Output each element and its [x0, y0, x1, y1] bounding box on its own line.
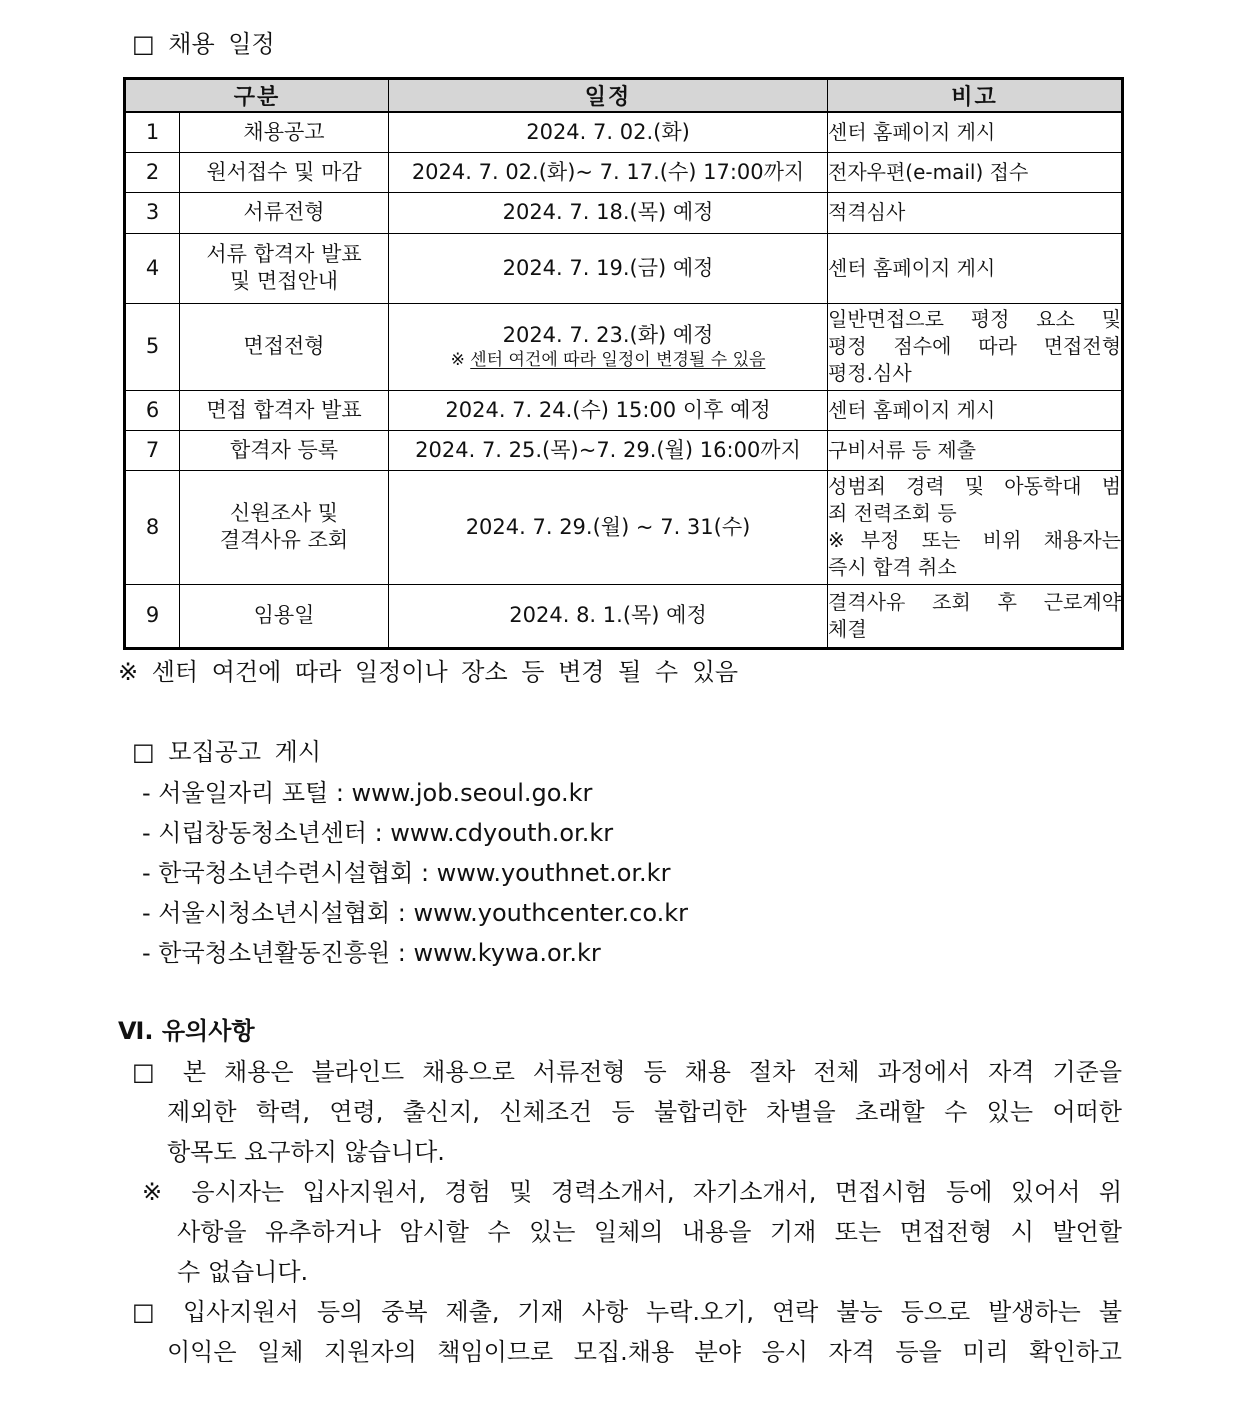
row-number: 2: [125, 152, 180, 192]
row-date: 2024. 7. 24.(수) 15:00 이후 예정: [389, 390, 828, 430]
category-line: 면접전형: [243, 334, 325, 358]
row-number: 4: [125, 233, 180, 303]
date-text: 2024. 7. 23.(화) 예정: [502, 323, 714, 347]
category-line: 서류전형: [243, 200, 325, 224]
notice-applicant-caution: [142, 1172, 1122, 1292]
row-number: 3: [125, 192, 180, 233]
row-category: [180, 192, 389, 233]
row-category: [180, 470, 389, 584]
table-row: [125, 233, 1123, 303]
row-date: 2024. 7. 02.(화)~ 7. 17.(수) 17:00까지: [389, 152, 828, 192]
notice-line: 사항을 유추하거나 암시할 수 있는 일체의 내용을 기재 또는 면접전형 시 발언할: [177, 1218, 1122, 1246]
remarks-line: 평정.심사: [828, 361, 912, 385]
row-category: [180, 233, 389, 303]
table-footnote: ※ 센터 여건에 따라 일정이나 장소 등 변경 될 수 있음: [118, 658, 739, 686]
remarks-line: 센터 홈페이지 게시: [828, 255, 996, 280]
posting-site-item: - 한국청소년활동진흥원 : www.kywa.or.kr: [142, 939, 601, 967]
remarks-line: 체결: [828, 616, 867, 641]
category-line: 임용일: [253, 603, 315, 627]
row-category: [180, 390, 389, 430]
row-remarks: [828, 470, 1123, 584]
row-category: [180, 584, 389, 648]
notice-line: 이익은 일체 지원자의 책임이므로 모집.채용 분야 응시 자격 등을 미리 확인하고: [167, 1338, 1122, 1366]
row-date: 2024. 7. 25.(목)~7. 29.(월) 16:00까지: [389, 430, 828, 470]
category-line: 원서접수 및 마감: [206, 159, 362, 184]
notice-line: 항목도 요구하지 않습니다.: [167, 1138, 445, 1166]
date-change-note: [389, 349, 827, 371]
category-line: 신원조사 및: [229, 501, 339, 525]
row-category: [180, 112, 389, 152]
row-remarks: [828, 233, 1123, 303]
notice-line: ※ 응시자는 입사지원서, 경험 및 경력소개서, 자기소개서, 면접시험 등에 있어서 위: [142, 1178, 1122, 1206]
row-number: 1: [125, 112, 180, 152]
category-line: 합격자 등록: [229, 437, 339, 462]
notice-line: □ 본 채용은 블라인드 채용으로 서류전형 등 채용 절차 전체 과정에서 자격 기준을: [132, 1058, 1122, 1086]
table-row: [125, 430, 1123, 470]
row-remarks: [828, 430, 1123, 470]
remarks-line: 성범죄 경력 및 아동학대 범: [828, 474, 1122, 498]
table-row: [125, 390, 1123, 430]
remarks-line: 구비서류 등 제출: [828, 437, 976, 462]
remarks-line: 일반면접으로 평정 요소 및: [828, 307, 1122, 331]
notice-applicant-responsibility: [132, 1292, 1122, 1372]
row-date: 2024. 8. 1.(목) 예정: [389, 584, 828, 648]
posting-heading: □ 모집공고 게시: [132, 738, 322, 766]
category-line: 결격사유 조회: [219, 528, 349, 552]
header-category: 구분: [125, 79, 389, 113]
row-date: 2024. 7. 29.(월) ~ 7. 31(수): [389, 470, 828, 584]
row-remarks: [828, 390, 1123, 430]
notice-line: □ 입사지원서 등의 중복 제출, 기재 사항 누락.오기, 연락 불능 등으로 발생하는 불: [132, 1298, 1122, 1326]
table-row: [125, 152, 1123, 192]
posting-site-item: - 서울시청소년시설협회 : www.youthcenter.co.kr: [142, 899, 688, 927]
note-text: 센터 여건에 따라 일정이 변경될 수 있음: [470, 350, 766, 370]
remarks-line: 죄 전력조회 등: [828, 501, 957, 525]
remarks-line: 센터 홈페이지 게시: [828, 397, 996, 422]
row-number: 7: [125, 430, 180, 470]
row-date: 2024. 7. 02.(화): [389, 112, 828, 152]
row-remarks: [828, 192, 1123, 233]
row-remarks: [828, 303, 1123, 390]
table-row: [125, 584, 1123, 648]
row-category: [180, 430, 389, 470]
row-date: 2024. 7. 18.(목) 예정: [389, 192, 828, 233]
header-schedule: 일정: [389, 79, 828, 113]
notice-line: 수 없습니다.: [177, 1258, 309, 1286]
table-row: [125, 192, 1123, 233]
table-row: [125, 112, 1123, 152]
posting-site-item: - 서울일자리 포털 : www.job.seoul.go.kr: [142, 779, 593, 807]
row-number: 9: [125, 584, 180, 648]
table-row: [125, 303, 1123, 390]
row-date: 2024. 7. 19.(금) 예정: [389, 233, 828, 303]
notice-line: 제외한 학력, 연령, 출신지, 신체조건 등 불합리한 차별을 초래할 수 있는 어떠한: [167, 1098, 1122, 1126]
row-remarks: [828, 112, 1123, 152]
row-remarks: [828, 584, 1123, 648]
row-category: [180, 152, 389, 192]
remarks-line: 결격사유 조회 후 근로계약: [828, 589, 1122, 614]
category-line: 및 면접안내: [229, 269, 339, 293]
row-date: [389, 303, 828, 390]
remarks-line: 전자우편(e-mail) 접수: [828, 159, 1029, 184]
schedule-heading: □ 채용 일정: [132, 30, 275, 58]
posting-site-item: - 시립창동청소년센터 : www.cdyouth.or.kr: [142, 819, 614, 847]
row-remarks: [828, 152, 1123, 192]
header-remarks: 비고: [828, 79, 1123, 113]
row-number: 6: [125, 390, 180, 430]
notice-blind-hiring: [132, 1052, 1122, 1172]
remarks-line: 적격심사: [828, 200, 906, 224]
note-mark: ※: [450, 350, 471, 370]
section-title: Ⅵ. 유의사항: [118, 1017, 255, 1045]
row-number: 5: [125, 303, 180, 390]
category-line: 서류 합격자 발표: [206, 242, 362, 266]
table-header-row: [125, 79, 1123, 113]
row-number: 8: [125, 470, 180, 584]
posting-site-item: - 한국청소년수련시설협회 : www.youthnet.or.kr: [142, 859, 671, 887]
schedule-table: [123, 77, 1124, 650]
remarks-line: 평정 점수에 따라 면접전형: [828, 334, 1122, 358]
row-category: [180, 303, 389, 390]
remarks-line: 센터 홈페이지 게시: [828, 119, 996, 144]
remarks-line: 즉시 합격 취소: [828, 555, 957, 579]
category-line: 채용공고: [243, 119, 325, 144]
table-row: [125, 470, 1123, 584]
remarks-line: ※부정 또는 비위 채용자는: [828, 528, 1122, 552]
category-line: 면접 합격자 발표: [206, 397, 362, 422]
